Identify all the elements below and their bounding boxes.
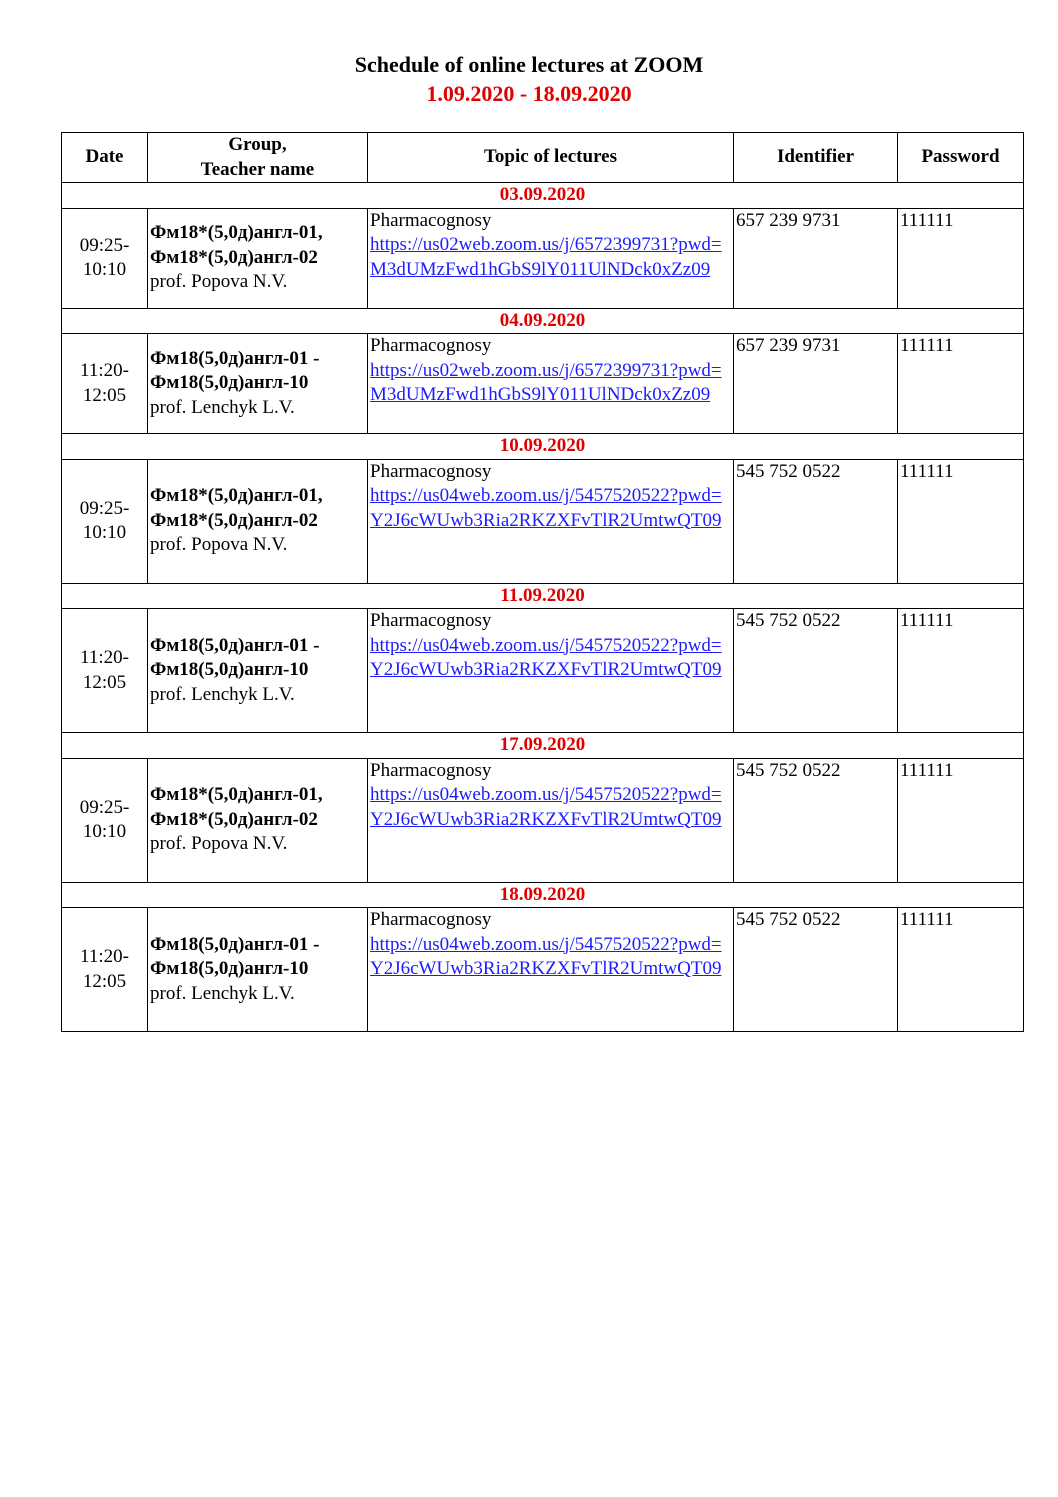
group-line1: Фм18*(5,0д)англ-01, [150,222,323,244]
password-cell [898,908,1024,1032]
topic-title: Pharmacognosy [370,209,492,231]
group-line2: Фм18*(5,0д)англ-02 [150,246,318,268]
page-title: Schedule of online lectures at ZOOM [354,52,704,77]
date-row [62,583,1024,609]
column-header-date: Date [62,133,148,183]
day-date: 18.09.2020 [499,883,586,905]
topic-title: Pharmacognosy [370,909,492,930]
day-date: 03.09.2020 [499,184,586,205]
day-date: 10.09.2020 [499,435,586,456]
identifier-cell [734,208,898,308]
teacher-name: prof. Popova N.V. [150,833,288,855]
table-row [62,609,1024,733]
meeting-identifier: 545 752 0522 [736,460,841,482]
meeting-password: 111111 [900,209,954,231]
topic-cell [368,758,734,882]
topic-title: Pharmacognosy [370,610,492,631]
group-line2: Фм18(5,0д)англ-10 [150,659,309,681]
group-cell [148,208,368,308]
column-header-topic: Topic of lectures [368,133,734,183]
date-cell [62,733,1024,759]
meeting-password: 111111 [900,610,954,631]
time-start: 09:25- [79,497,130,519]
zoom-link[interactable]: https://us04web.zoom.us/j/5457520522?pwd=Y2J6cWUwb3Ria2RKZXFvTlR2UmtwQT09 [370,485,722,531]
zoom-link[interactable]: https://us04web.zoom.us/j/5457520522?pwd=Y2J6cWUwb3Ria2RKZXFvTlR2UmtwQT09 [370,784,722,830]
group-line2: Фм18(5,0д)англ-10 [150,958,309,980]
time-end: 12:05 [82,970,127,992]
day-date: 17.09.2020 [499,734,586,755]
topic-cell [368,908,734,1032]
table-row [62,758,1024,882]
teacher-name: prof. Lenchyk L.V. [150,683,295,705]
column-header-password: Password [898,133,1024,183]
group-cell [148,334,368,434]
teacher-name: prof. Lenchyk L.V. [150,396,295,418]
meeting-identifier: 545 752 0522 [736,610,841,631]
column-header-group [148,133,368,183]
time-start: 11:20- [80,647,129,668]
table-header-row [62,133,1024,183]
group-cell [148,908,368,1032]
column-header-identifier: Identifier [734,133,898,183]
teacher-name: prof. Lenchyk L.V. [150,982,295,1004]
time-start: 11:20- [80,946,129,967]
date-cell [62,183,1024,209]
group-line1: Фм18(5,0д)англ-01 - [150,933,320,955]
time-start: 09:25- [79,234,130,256]
time-end: 10:10 [82,522,127,543]
schedule-table [61,132,1024,1032]
zoom-link[interactable]: https://us02web.zoom.us/j/6572399731?pwd=M3dUMzFwd1hGbS9lY011UlNDck0xZz09 [370,359,722,405]
password-cell [898,334,1024,434]
group-cell [148,609,368,733]
identifier-cell [734,609,898,733]
time-cell [62,208,148,308]
meeting-identifier: 657 239 9731 [736,209,841,231]
group-line1: Фм18*(5,0д)англ-01, [150,485,323,507]
time-cell [62,459,148,583]
group-cell [148,758,368,882]
date-cell [62,434,1024,460]
identifier-cell [734,334,898,434]
date-row [62,733,1024,759]
meeting-password: 111111 [900,759,954,781]
date-row [62,308,1024,334]
day-date: 11.09.2020 [500,584,585,606]
meeting-password: 111111 [900,909,954,930]
meeting-identifier: 657 239 9731 [736,335,841,356]
column-header-group-line2: Teacher name [200,158,315,180]
meeting-identifier: 545 752 0522 [736,759,841,781]
table-row [62,334,1024,434]
day-date: 04.09.2020 [499,309,586,331]
topic-cell [368,459,734,583]
password-cell [898,758,1024,882]
date-cell [62,583,1024,609]
group-line1: Фм18(5,0д)англ-01 - [150,347,320,369]
meeting-password: 111111 [900,460,954,482]
time-start: 11:20- [80,360,129,381]
time-end: 10:10 [82,821,127,842]
date-row [62,882,1024,908]
meeting-password: 111111 [900,335,954,356]
identifier-cell [734,758,898,882]
password-cell [898,208,1024,308]
column-header-group-line1: Group, [228,134,287,155]
topic-title: Pharmacognosy [370,759,492,781]
date-row [62,434,1024,460]
identifier-cell [734,459,898,583]
group-line2: Фм18(5,0д)англ-10 [150,372,309,394]
time-cell [62,758,148,882]
group-line1: Фм18(5,0д)англ-01 - [150,634,320,656]
password-cell [898,459,1024,583]
group-line2: Фм18*(5,0д)англ-02 [150,808,318,830]
schedule-period: 1.09.2020 - 18.09.2020 [426,81,632,106]
identifier-cell [734,908,898,1032]
table-row [62,208,1024,308]
time-end: 10:10 [82,259,127,280]
table-row [62,908,1024,1032]
group-line1: Фм18*(5,0д)англ-01, [150,784,323,806]
table-row [62,459,1024,583]
zoom-link[interactable]: https://us02web.zoom.us/j/6572399731?pwd=M3dUMzFwd1hGbS9lY011UlNDck0xZz09 [370,234,722,280]
group-cell [148,459,368,583]
date-row [62,183,1024,209]
topic-cell [368,609,734,733]
group-line2: Фм18*(5,0д)англ-02 [150,509,318,531]
date-cell [62,882,1024,908]
time-start: 09:25- [79,796,130,818]
time-end: 12:05 [82,384,127,406]
topic-title: Pharmacognosy [370,335,492,356]
date-cell [62,308,1024,334]
time-cell [62,908,148,1032]
zoom-link[interactable]: https://us04web.zoom.us/j/5457520522?pwd=Y2J6cWUwb3Ria2RKZXFvTlR2UmtwQT09 [370,634,722,680]
teacher-name: prof. Popova N.V. [150,271,288,293]
topic-cell [368,334,734,434]
password-cell [898,609,1024,733]
zoom-link[interactable]: https://us04web.zoom.us/j/5457520522?pwd=Y2J6cWUwb3Ria2RKZXFvTlR2UmtwQT09 [370,933,722,979]
time-cell [62,609,148,733]
topic-title: Pharmacognosy [370,460,492,482]
time-end: 12:05 [82,671,127,693]
topic-cell [368,208,734,308]
teacher-name: prof. Popova N.V. [150,534,288,556]
meeting-identifier: 545 752 0522 [736,909,841,930]
time-cell [62,334,148,434]
